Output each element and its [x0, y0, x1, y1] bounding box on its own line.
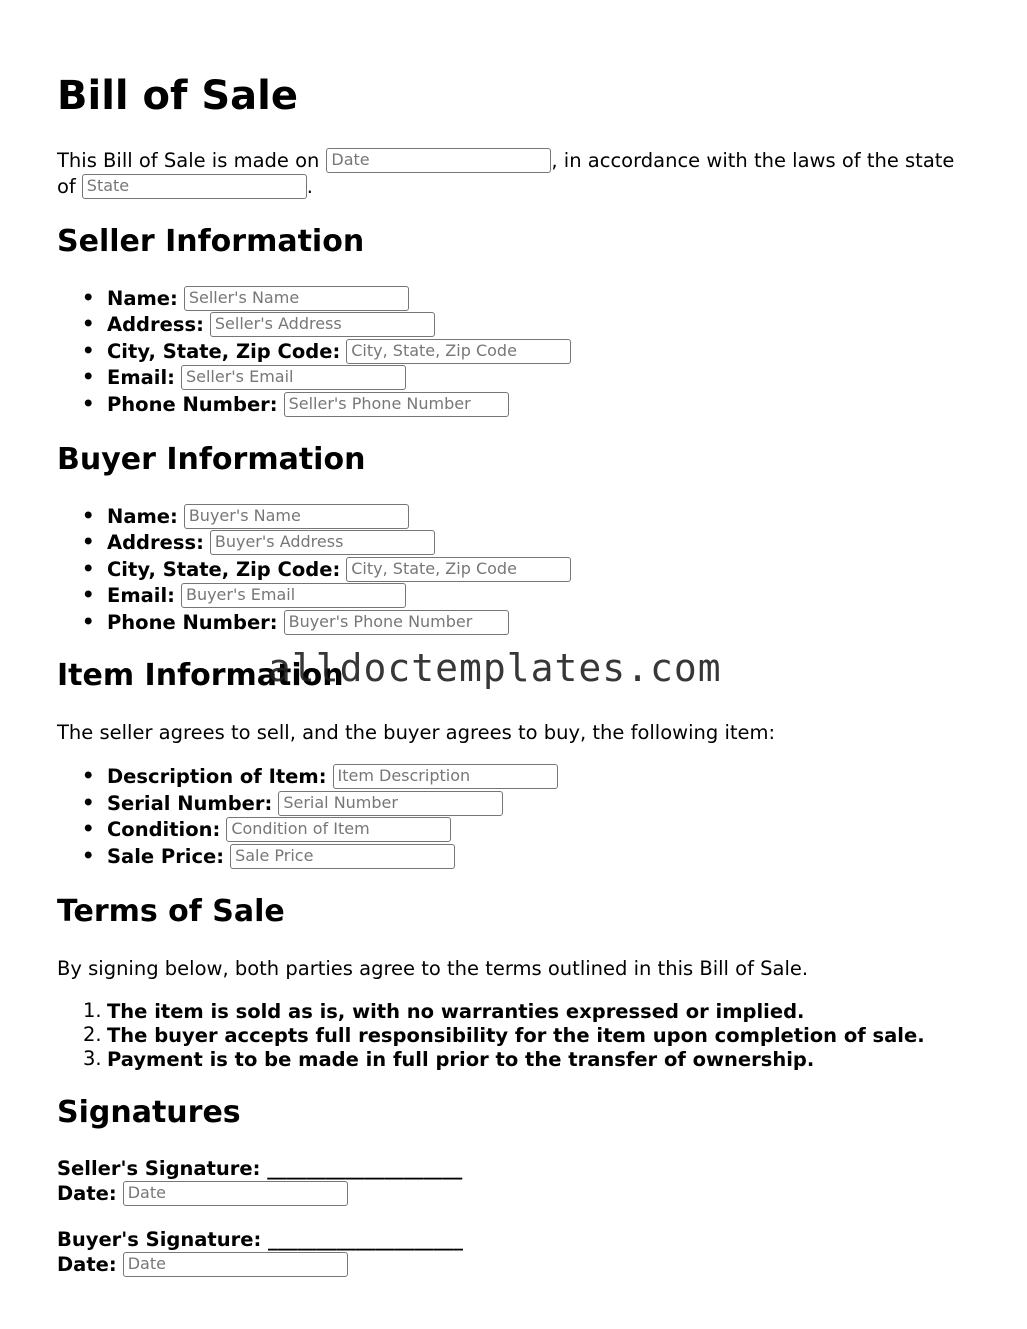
buyer-date-field[interactable] [123, 1252, 348, 1277]
seller-city-row [107, 339, 571, 365]
date-label: Date: [57, 1253, 117, 1276]
sale-price-field[interactable] [230, 844, 455, 869]
page-title: Bill of Sale [57, 73, 298, 119]
buyer-phone-row [107, 610, 509, 636]
bullet: • [82, 610, 95, 633]
bullet: • [82, 791, 95, 814]
field-label: Sale Price: [107, 845, 225, 868]
list-number: 1. [83, 999, 102, 1022]
term-item-3: Payment is to be made in full prior to the transfer of ownership. [107, 1048, 815, 1071]
list-number: 2. [83, 1023, 102, 1046]
list-number: 3. [83, 1047, 102, 1070]
field-label: Serial Number: [107, 792, 273, 815]
seller-email-row [107, 365, 406, 391]
bullet: • [82, 764, 95, 787]
bullet: • [82, 339, 95, 362]
item-heading: Item Information [57, 658, 344, 693]
field-label: Email: [107, 366, 175, 389]
buyer-phone-field[interactable] [284, 610, 509, 635]
field-label: Phone Number: [107, 393, 278, 416]
bullet: • [82, 286, 95, 309]
term-item-1: The item is sold as is, with no warranties expressed or implied. [107, 1000, 805, 1023]
seller-signature-line[interactable]: Seller's Signature: ____________________ [57, 1157, 463, 1180]
buyer-city-row [107, 557, 571, 583]
buyer-email-field[interactable] [181, 583, 406, 608]
buyer-name-row [107, 504, 409, 530]
date-label: Date: [57, 1182, 117, 1205]
seller-address-field[interactable] [210, 312, 435, 337]
buyer-address-row [107, 530, 435, 556]
sale-price-row [107, 844, 455, 870]
intro-text-4: . [306, 175, 313, 198]
seller-heading: Seller Information [57, 224, 365, 259]
intro-text-3: of [57, 175, 76, 198]
field-label: Email: [107, 584, 175, 607]
bullet: • [82, 504, 95, 527]
seller-city-field[interactable] [346, 339, 571, 364]
serial-number-field[interactable] [278, 791, 503, 816]
bullet: • [82, 392, 95, 415]
buyer-city-field[interactable] [346, 557, 571, 582]
bullet: • [82, 312, 95, 335]
seller-address-row [107, 312, 435, 338]
bullet: • [82, 817, 95, 840]
term-item-2: The buyer accepts full responsibility for the item upon completion of sale. [107, 1024, 925, 1047]
bullet: • [82, 530, 95, 553]
seller-phone-field[interactable] [284, 392, 509, 417]
watermark: alldoctemplates.com [268, 646, 722, 690]
field-label: Name: [107, 505, 178, 528]
intro-line-2 [57, 174, 313, 200]
field-label: City, State, Zip Code: [107, 558, 341, 581]
field-label: Condition: [107, 818, 221, 841]
signatures-heading: Signatures [57, 1095, 241, 1130]
buyer-name-field[interactable] [184, 504, 409, 529]
serial-number-row [107, 791, 503, 817]
bullet: • [82, 844, 95, 867]
intro-text-1: This Bill of Sale is made on [57, 149, 320, 172]
seller-name-row [107, 286, 409, 312]
field-label: Address: [107, 313, 204, 336]
seller-phone-row [107, 392, 509, 418]
field-label: City, State, Zip Code: [107, 340, 341, 363]
buyer-date-row [57, 1252, 348, 1278]
buyer-heading: Buyer Information [57, 442, 366, 477]
buyer-address-field[interactable] [210, 530, 435, 555]
item-description-field[interactable] [333, 764, 558, 789]
seller-email-field[interactable] [181, 365, 406, 390]
condition-row [107, 817, 451, 843]
intro-text-2: , in accordance with the laws of the state [551, 149, 955, 172]
terms-intro: By signing below, both parties agree to the terms outlined in this Bill of Sale. [57, 957, 809, 980]
intro-line-1 [57, 148, 954, 174]
bullet: • [82, 583, 95, 606]
field-label: Address: [107, 531, 204, 554]
field-label: Description of Item: [107, 765, 327, 788]
seller-date-field[interactable] [123, 1181, 348, 1206]
terms-heading: Terms of Sale [57, 894, 285, 929]
condition-field[interactable] [226, 817, 451, 842]
field-label: Phone Number: [107, 611, 278, 634]
field-label: Name: [107, 287, 178, 310]
buyer-signature-line[interactable]: Buyer's Signature: ____________________ [57, 1228, 464, 1251]
bullet: • [82, 365, 95, 388]
item-intro: The seller agrees to sell, and the buyer agrees to buy, the following item: [57, 721, 776, 744]
state-field[interactable] [82, 174, 307, 199]
seller-date-row [57, 1181, 348, 1207]
seller-name-field[interactable] [184, 286, 409, 311]
sale-date-field[interactable] [326, 148, 551, 173]
item-description-row [107, 764, 558, 790]
buyer-email-row [107, 583, 406, 609]
bullet: • [82, 557, 95, 580]
